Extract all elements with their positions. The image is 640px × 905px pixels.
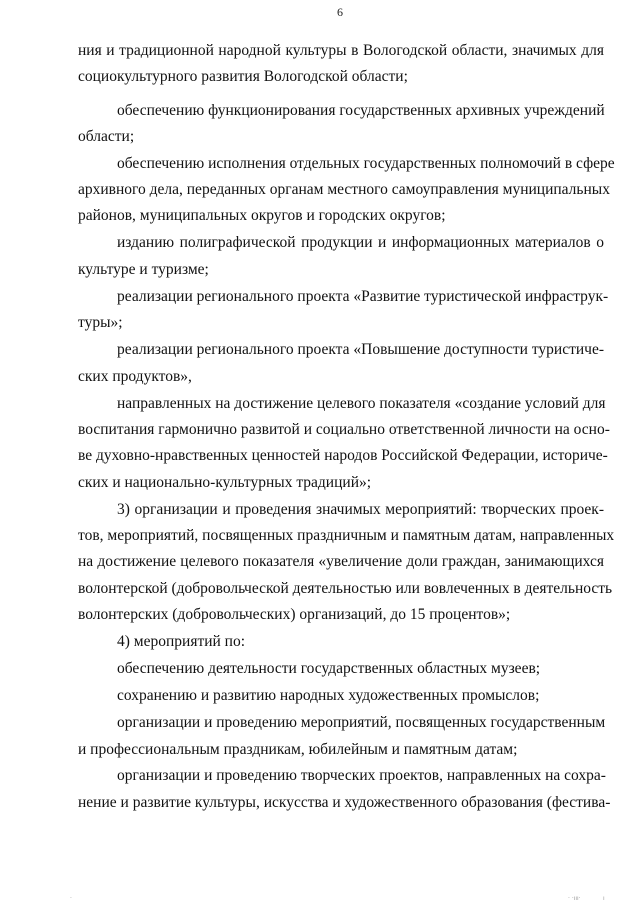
text-line: обеспечению деятельности государственных областных музеев; [117, 660, 541, 677]
scan-artifact: · ·ııı· [568, 895, 581, 902]
text-line: обеспечению функционирования государственных архивных учреждений [117, 102, 605, 119]
text-line: архивного дела, переданных органам местного самоуправления муниципальных [78, 181, 610, 198]
text-line: области; [78, 128, 135, 145]
text-line: районов, муниципальных округов и городских округов; [78, 207, 446, 224]
text-line: волонтерской (добровольческой деятельностью или вовлеченных в деятельность [78, 580, 613, 597]
text-line: организации и проведению мероприятий, посвященных государственным [117, 714, 606, 731]
text-line: нение и развитие культуры, искусства и художественного образования (фестива- [78, 794, 611, 811]
text-line: социокультурного развития Вологодской области; [78, 68, 408, 85]
text-line: сохранению и развитию народных художественных промыслов; [117, 687, 540, 704]
text-line: культуре и туризме; [78, 261, 209, 278]
scan-artifact: · [70, 895, 72, 902]
text-line: 4) мероприятий по: [117, 633, 246, 650]
text-line: волонтерских (добровольческих) организаций, до 15 процентов»; [78, 606, 511, 623]
text-line: направленных на достижение целевого показателя «создание условий для [117, 395, 606, 412]
text-line: ве духовно-нравственных ценностей народов Российской Федерации, историче- [78, 447, 608, 464]
text-line: воспитания гармонично развитой и социально ответственной личности на осно- [78, 421, 610, 438]
text-line: ских и национально-культурных традиций»; [78, 474, 372, 491]
text-line: и профессиональным праздникам, юбилейным и памятным датам; [78, 741, 518, 758]
text-line: ния и традиционной народной культуры в Вологодской области, значимых для [78, 42, 604, 59]
text-line: туры»; [78, 314, 123, 331]
text-line: организации и проведению творческих проектов, направленных на сохра- [117, 767, 606, 784]
text-line: реализации регионального проекта «Развитие туристической инфраструк- [117, 288, 609, 305]
text-line: 3) организации и проведения значимых мероприятий: творческих проек- [117, 501, 604, 518]
text-line: на достижение целевого показателя «увеличение доли граждан, занимающихся [78, 553, 604, 570]
scan-artifact: ı [603, 895, 605, 902]
text-line: обеспечению исполнения отдельных государственных полномочий в сфере [117, 155, 615, 172]
text-line: реализации регионального проекта «Повышение доступности туристиче- [117, 341, 604, 358]
text-line: изданию полиграфической продукции и информационных материалов о [117, 234, 604, 251]
page-number: 6 [337, 5, 343, 19]
text-line: ских продуктов», [78, 368, 192, 385]
text-line: тов, мероприятий, посвященных праздничным и памятным датам, направленных [78, 527, 615, 544]
